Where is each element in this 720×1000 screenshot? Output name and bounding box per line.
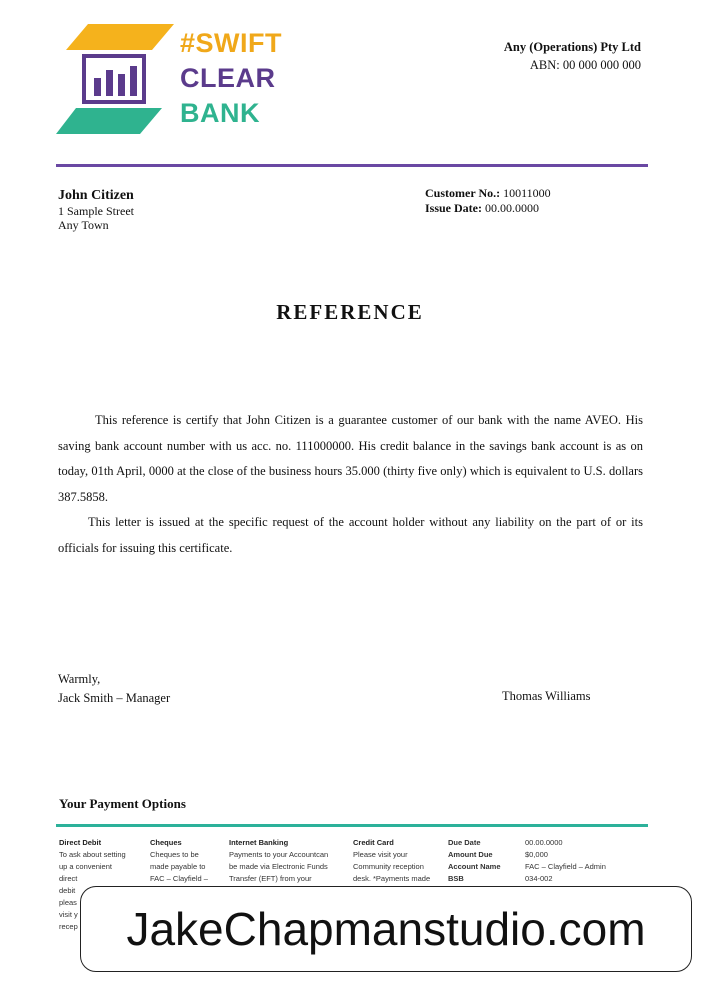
recipient-address (58, 188, 134, 232)
bsb: 034-002 (525, 874, 553, 883)
company-abn: ABN: 00 000 000 000 (529, 58, 641, 72)
payment-divider (56, 824, 648, 827)
closing: Warmly, (58, 672, 101, 686)
credit-card-column: Credit Card Please visit your Community reception desk. *Payments made (353, 838, 431, 883)
second-signer: Thomas Williams (502, 689, 591, 703)
watermark-banner (80, 886, 692, 972)
letter-body (58, 408, 643, 561)
signer-name: Jack Smith – Manager (58, 691, 171, 705)
cheques-column: Cheques Cheques to be made payable to FAC – Clayfield – (150, 838, 208, 883)
company-block (504, 38, 641, 74)
issue-date: 00.00.0000 (485, 201, 539, 215)
bank-logo-icon (56, 22, 176, 138)
letter-paragraph-1: This reference is certify that John Citizen is a guarantee customer of our bank with the name AVEO. His saving bank account number with us acc. no. 111000000. His credit balance in the savings bank account is as on today, 01th April, 0000 at the close of the business hours 35.000 (thirty five only) which is equivalent to U.S. dollars 387.5858. (58, 413, 643, 504)
payment-labels: Due Date Amount Due Account Name BSB (448, 838, 501, 883)
company-name: Any (Operations) Pty Ltd (503, 40, 641, 54)
amount-due: $0,000 (525, 850, 548, 859)
payment-values (525, 837, 645, 885)
letter-paragraph-2: This letter is issued at the specific request of the account holder without any liability on the part of or its officials for issuing this certificate. (58, 515, 643, 555)
customer-number: 10011000 (503, 186, 551, 200)
issue-date-label: Issue Date: (425, 201, 482, 215)
internet-banking-column: Internet Banking Payments to your Accountcan be made via Electronic Funds Transfer (EFT) from your (229, 838, 329, 883)
customer-info (425, 186, 551, 216)
recipient-street: 1 Sample Street (58, 204, 134, 218)
payment-options-title: Your Payment Options (59, 796, 186, 811)
account-name: FAC – Clayfield – Admin (525, 862, 606, 871)
customer-number-label: Customer No.: (425, 186, 501, 200)
bank-logo-text: #SWIFT CLEAR BANK (180, 28, 282, 128)
header-divider (56, 164, 648, 167)
due-date: 00.00.0000 (525, 838, 563, 847)
direct-debit-column: Direct Debit To ask about setting up a convenient direct debit pleas visit y recep (59, 838, 126, 931)
watermark-text: JakeChapmanstudio.com (126, 903, 646, 955)
signoff-block (58, 670, 170, 708)
recipient-town: Any Town (58, 218, 109, 232)
document-title: REFERENCE (276, 300, 424, 324)
recipient-name: John Citizen (58, 188, 134, 203)
